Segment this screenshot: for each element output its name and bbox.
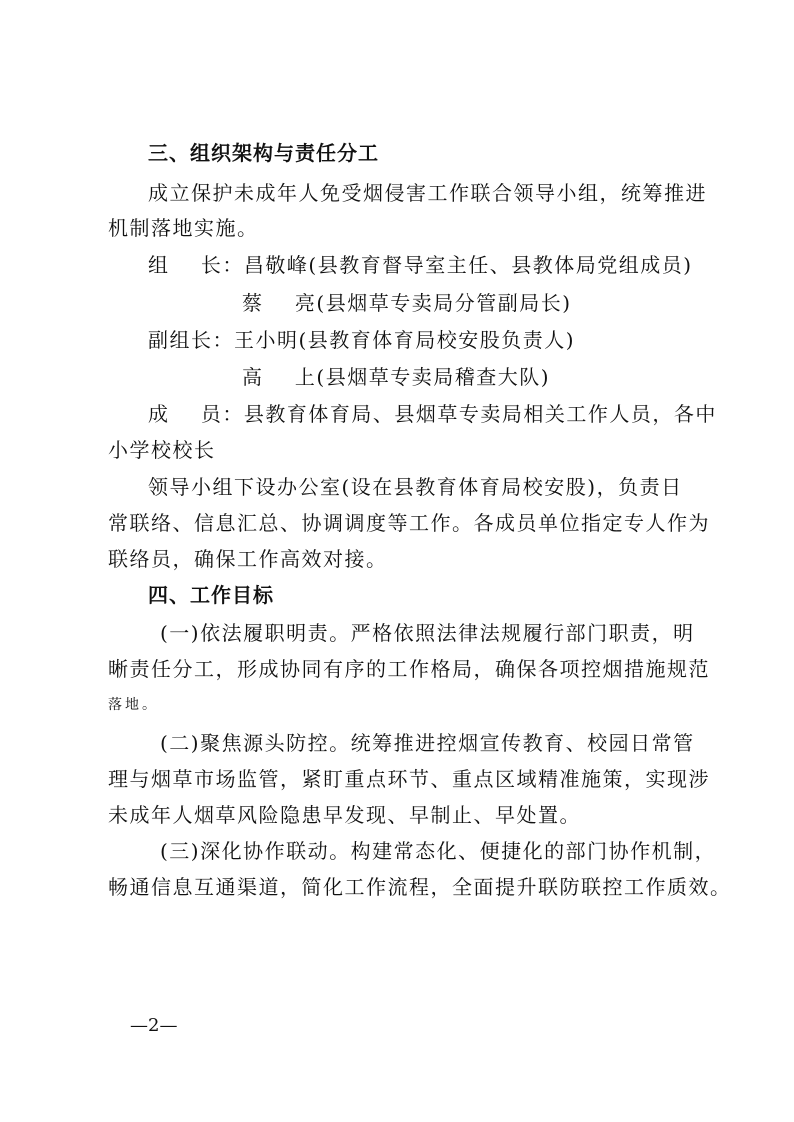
goal-2-line-2: 理与烟草市场监管，紧盯重点环节、重点区域精准施策，实现涉 [108, 767, 710, 791]
goal-2-line-3: 未成年人烟草风险隐患早发现、早制止、早处置。 [108, 803, 581, 827]
section-4-heading: 四、工作目标 [148, 583, 274, 607]
goal-1-line-1: (一)依法履职明责。严格依照法律法规履行部门职责，明 [160, 621, 695, 645]
office-line-1: 领导小组下设办公室(设在县教育体育局校安股)，负责日 [148, 475, 683, 499]
deputy-line-2: 高 上(县烟草专卖局稽查大队) [242, 365, 551, 389]
intro-line-2: 机制落地实施。 [108, 216, 259, 240]
goal-1-line-2: 晰责任分工，形成协同有序的工作格局，确保各项控烟措施规范 [108, 657, 710, 681]
goal-3-line-1: (三)深化协作联动。构建常态化、便捷化的部门协作机制， [160, 839, 717, 863]
page-number: —2— [130, 1015, 178, 1036]
office-line-3: 联络员，确保工作高效对接。 [108, 547, 388, 571]
members-line-2: 小学校校长 [108, 438, 216, 462]
goal-1-line-3: 落地。 [108, 697, 159, 713]
leader-line-2: 蔡 亮(县烟草专卖局分管副局长) [242, 291, 572, 315]
deputy-line-1: 副组长：王小明(县教育体育局校安股负责人) [148, 328, 576, 352]
members-line-1: 成 员：县教育体育局、县烟草专卖局相关工作人员，各中 [148, 402, 717, 426]
goal-2-line-1: (二)聚焦源头防控。统筹推进控烟宣传教育、校园日常管 [160, 731, 695, 755]
section-3-heading: 三、组织架构与责任分工 [148, 141, 379, 165]
goal-3-line-2: 畅通信息互通渠道，简化工作流程，全面提升联防联控工作质效。 [108, 875, 732, 899]
leader-line-1: 组 长：昌敬峰(县教育督导室主任、县教体局党组成员) [148, 253, 693, 277]
office-line-2: 常联络、信息汇总、协调调度等工作。各成员单位指定专人作为 [108, 511, 710, 535]
intro-line-1: 成立保护未成年人免受烟侵害工作联合领导小组，统筹推进 [148, 181, 707, 205]
